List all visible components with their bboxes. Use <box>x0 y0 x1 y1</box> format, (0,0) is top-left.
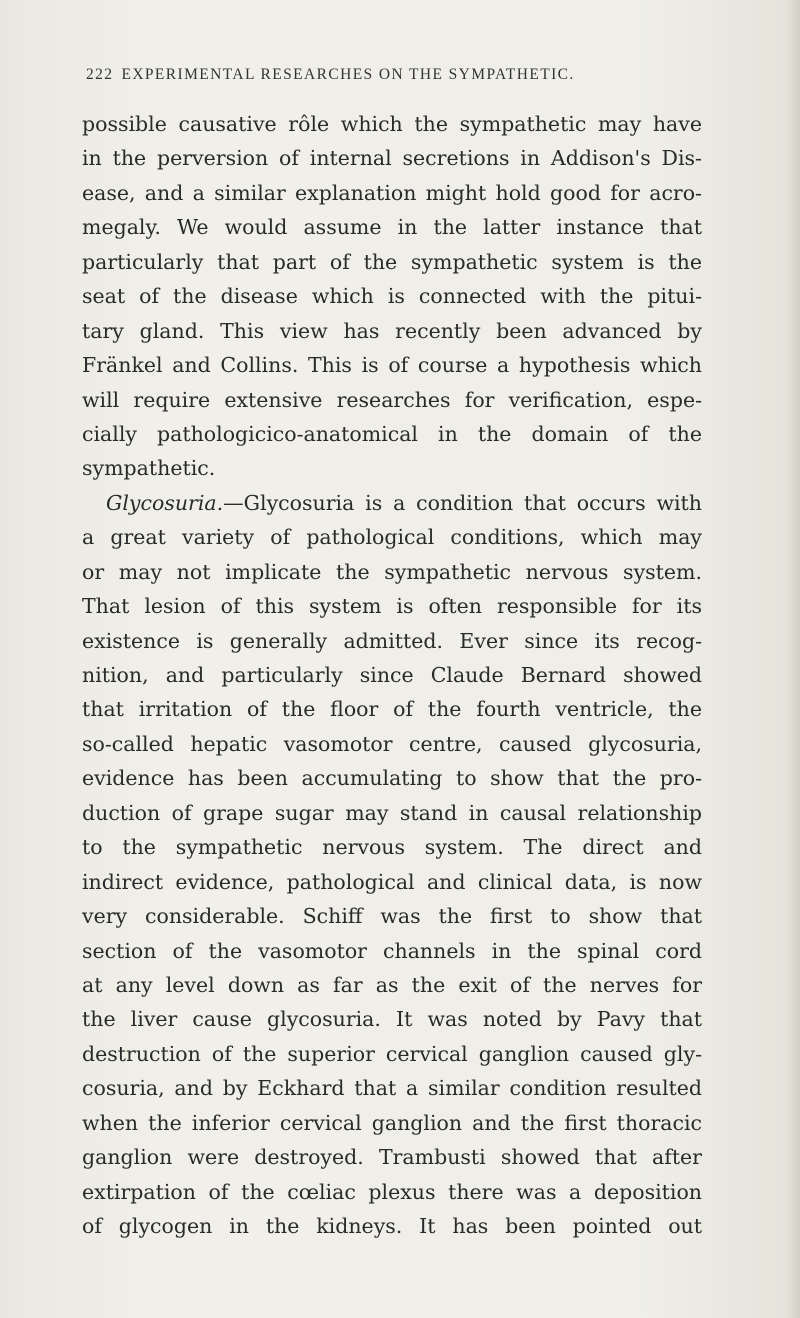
section-first-line <box>82 486 702 520</box>
text-line: cially pathologicico-anatomical in the domain of the <box>82 421 702 446</box>
text-line: That lesion of this system is often responsible for its <box>82 594 702 619</box>
text-line: particularly that part of the sympathetic system is the <box>82 249 702 274</box>
text-line: ease, and a similar explanation might hold good for acro- <box>82 180 702 205</box>
text-line: to the sympathetic nervous system. The direct and <box>82 835 702 860</box>
text-line: extirpation of the cœliac plexus there was a deposition <box>82 1179 702 1204</box>
text-line: when the inferior cervical ganglion and the first thoracic <box>82 1110 702 1135</box>
text-line: will require extensive researches for verification, espe- <box>82 387 702 412</box>
text-line: cosuria, and by Eckhard that a similar condition resulted <box>82 1076 702 1101</box>
running-header <box>86 66 686 84</box>
text-line: the liver cause glycosuria. It was noted by Pavy that <box>82 1007 702 1032</box>
text-line: ganglion were destroyed. Trambusti showed that after <box>82 1145 702 1170</box>
section-first-line-text: —Glycosuria is a condition that occurs with <box>223 490 702 515</box>
text-line: tary gland. This view has recently been advanced by <box>82 318 702 343</box>
text-line: sympathetic. <box>82 456 216 481</box>
text-line: possible causative rôle which the sympathetic may have <box>82 112 702 136</box>
text-line: at any level down as far as the exit of the nerves for <box>82 972 702 997</box>
text-line: section of the vasomotor channels in the spinal cord <box>82 938 702 963</box>
text-line: seat of the disease which is connected with the pitui- <box>82 284 702 309</box>
section-heading: Glycosuria. <box>106 490 224 515</box>
text-line: so-called hepatic vasomotor centre, caused glycosuria, <box>82 731 702 756</box>
page-number: 222 <box>86 66 114 83</box>
body-text <box>82 107 702 1243</box>
text-line: evidence has been accumulating to show that the pro- <box>82 766 702 791</box>
text-line: existence is generally admitted. Ever since its recog- <box>82 628 702 653</box>
text-line: Fränkel and Collins. This is of course a hypothesis which <box>82 353 702 378</box>
text-line: indirect evidence, pathological and clinical data, is now <box>82 869 702 894</box>
page-edge-shadow <box>786 0 800 1318</box>
text-line: nition, and particularly since Claude Bernard showed <box>82 663 702 687</box>
running-title: EXPERIMENTAL RESEARCHES ON THE SYMPATHETIC. <box>121 66 575 83</box>
text-line: or may not implicate the sympathetic nervous system. <box>82 559 702 584</box>
text-line: that irritation of the floor of the fourth ventricle, the <box>82 697 702 722</box>
text-line: of glycogen in the kidneys. It has been pointed out <box>82 1214 702 1238</box>
text-line: in the perversion of internal secretions in Addison's Dis- <box>82 146 702 171</box>
text-line: duction of grape sugar may stand in causal relationship <box>82 800 702 825</box>
text-line: megaly. We would assume in the latter instance that <box>82 215 702 240</box>
text-line: very considerable. Schiff was the first to show that <box>82 904 702 929</box>
text-line: destruction of the superior cervical ganglion caused gly- <box>82 1041 702 1066</box>
text-line: a great variety of pathological conditions, which may <box>82 525 702 550</box>
